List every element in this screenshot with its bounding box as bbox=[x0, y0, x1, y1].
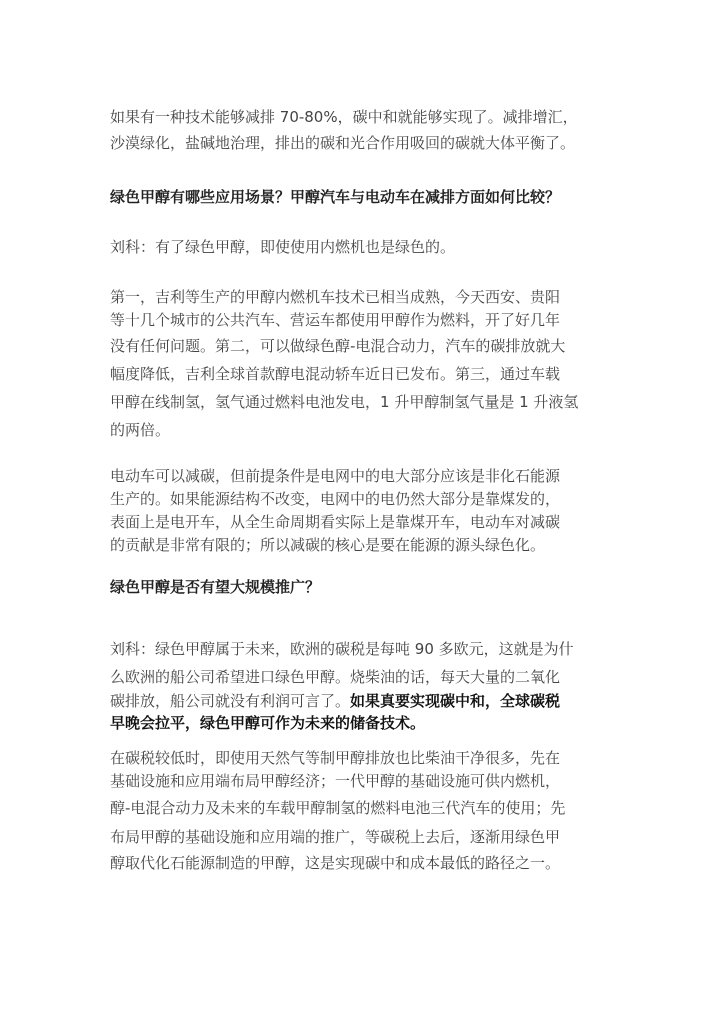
paragraph-electric-vehicles bbox=[110, 465, 620, 557]
text-line: 的两倍。 bbox=[110, 421, 171, 439]
paragraph-methanol-economy bbox=[110, 747, 620, 875]
text-line: 在碳税较低时，即使用天然气等制甲醇排放也比柴油干净很多，先在 bbox=[110, 749, 561, 767]
section-heading-applications: 绿色甲醇有哪些应用场景？甲醇汽车与电动车在减排方面如何比较？ bbox=[110, 188, 561, 206]
text-line: 电动车可以减碳，但前提条件是电网中的电大部分应该是非化石能源 bbox=[110, 467, 561, 485]
text-normal: 碳排放，船公司就没有利润可言了。 bbox=[110, 692, 351, 710]
text-line: 醇-电混合动力及未来的车载甲醇制氢的燃料电池三代汽车的使用；先 bbox=[110, 799, 566, 817]
text-line: 生产的。如果能源结构不改变，电网中的电仍然大部分是靠煤发的， bbox=[110, 490, 561, 508]
paragraph-methanol-vehicles bbox=[110, 286, 620, 444]
paragraph-carbon-tax bbox=[110, 634, 620, 734]
text-line: 沙漠绿化，盐碱地治理，排出的碳和光合作用吸回的碳就大体平衡了。 bbox=[110, 134, 576, 152]
text-emphasis: 如果真要实现碳中和，全球碳税 bbox=[350, 692, 561, 710]
text-line: 第一，吉利等生产的甲醇内燃机车技术已相当成熟，今天西安、贵阳 bbox=[110, 288, 561, 306]
text-emphasis: 早晚会拉平，绿色甲醇可作为未来的储备技术。 bbox=[110, 714, 426, 732]
text-line: 布局甲醇的基础设施和应用端的推广，等碳税上去后，逐渐用绿色甲 bbox=[110, 828, 561, 846]
text-line bbox=[110, 690, 620, 712]
text-line: 表面上是电开车，从全生命周期看实际上是靠煤开车，电动车对减碳 bbox=[110, 513, 561, 531]
text-line: 刘科：有了绿色甲醇，即使使用内燃机也是绿色的。 bbox=[110, 238, 456, 256]
text-line: 基础设施和应用端布局甲醇经济；一代甲醇的基础设施可供内燃机， bbox=[110, 772, 561, 790]
paragraph-emission-reduction bbox=[110, 104, 620, 156]
text-line: 醇取代化石能源制造的甲醇，这是实现碳中和成本最低的路径之一。 bbox=[110, 854, 561, 872]
text-line: 如果有一种技术能够减排 70-80%，碳中和就能够实现了。减排增汇， bbox=[110, 108, 578, 126]
text-line: 的贡献是非常有限的；所以减碳的核心是要在能源的源头绿色化。 bbox=[110, 536, 546, 554]
text-line: 没有任何问题。第二，可以做绿色醇-电混合动力，汽车的碳排放就大 bbox=[110, 337, 566, 355]
text-line: 甲醇在线制氢，氢气通过燃料电池发电，1 升甲醇制氢气量是 1 升液氢 bbox=[110, 393, 579, 411]
text-line: 么欧洲的船公司希望进口绿色甲醇。烧柴油的话，每天大量的二氧化 bbox=[110, 668, 561, 686]
text-line: 等十几个城市的公共汽车、营运车都使用甲醇作为燃料，开了好几年 bbox=[110, 311, 561, 329]
text-line: 幅度降低，吉利全球首款醇电混动轿车近日已发布。第三，通过车载 bbox=[110, 365, 561, 383]
paragraph-liuke-answer-intro bbox=[110, 234, 620, 260]
text-line: 刘科：绿色甲醇属于未来，欧洲的碳税是每吨 90 多欧元，这就是为什 bbox=[110, 640, 574, 658]
section-heading-promotion: 绿色甲醇是否有望大规模推广？ bbox=[110, 578, 321, 596]
